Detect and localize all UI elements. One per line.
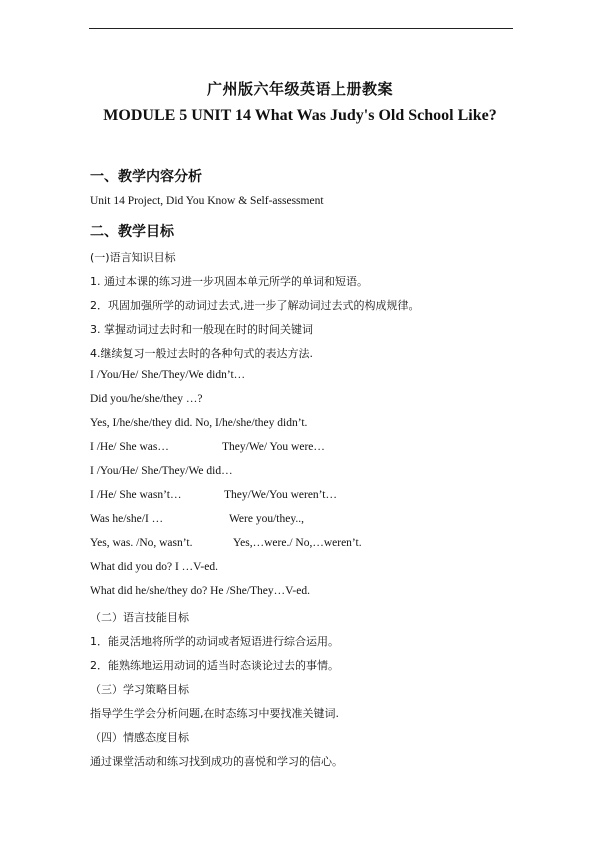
sentence-pattern: What did you do? I …V-ed. xyxy=(90,561,218,573)
header-rule xyxy=(89,28,513,29)
sentence-pattern: I /You/He/ She/They/We didn’t… xyxy=(90,369,246,381)
sentence-pattern: Yes, I/he/she/they did. No, I/he/she/they didn’t. xyxy=(90,417,308,429)
sentence-pattern: What did he/she/they do? He /She/They…V-ed. xyxy=(90,585,310,597)
section-heading-content-analysis: 一、教学内容分析 xyxy=(90,169,202,185)
subsection-label-attitude: （四）情感态度目标 xyxy=(90,731,189,744)
subsection-label-skills: （二）语言技能目标 xyxy=(90,611,189,624)
goal-item: 1. 通过本课的练习进一步巩固本单元所学的单词和短语。 xyxy=(90,275,368,288)
goal-item: 通过课堂活动和练习找到成功的喜悦和学习的信心。 xyxy=(90,755,343,768)
sentence-pattern: I /He/ She was… xyxy=(90,441,169,453)
section-heading-teaching-goals: 二、教学目标 xyxy=(90,224,174,240)
sentence-pattern-secondary: They/We/ You were… xyxy=(222,441,325,453)
goal-item: 2．巩固加强所学的动词过去式,进一步了解动词过去式的构成规律。 xyxy=(90,299,420,312)
sentence-pattern: I /You/He/ She/They/We did… xyxy=(90,465,233,477)
goal-item: 2．能熟练地运用动词的适当时态谈论过去的事情。 xyxy=(90,659,339,672)
goal-item: 指导学生学会分析问题,在时态练习中要找准关键词. xyxy=(90,707,339,720)
goal-item: 1．能灵活地将所学的动词或者短语进行综合运用。 xyxy=(90,635,339,648)
sentence-pattern: Was he/she/I … xyxy=(90,513,164,525)
sentence-pattern: I /He/ She wasn’t… xyxy=(90,489,182,501)
sentence-pattern-secondary: Were you/they.., xyxy=(229,513,304,525)
sentence-pattern: Yes, was. /No, wasn’t. xyxy=(90,537,193,549)
section-content-text: Unit 14 Project, Did You Know & Self-assessment xyxy=(90,195,324,207)
document-title-english: MODULE 5 UNIT 14 What Was Judy's Old School Like? xyxy=(103,107,497,124)
goal-item: 3. 掌握动词过去时和一般现在时的时间关键词 xyxy=(90,323,313,336)
sentence-pattern-secondary: They/We/You weren’t… xyxy=(224,489,337,501)
document-title-chinese: 广州版六年级英语上册教案 xyxy=(206,80,393,98)
sentence-pattern-secondary: Yes,…were./ No,…weren’t. xyxy=(233,537,362,549)
sentence-pattern: Did you/he/she/they …? xyxy=(90,393,203,405)
subsection-label-strategy: （三）学习策略目标 xyxy=(90,683,189,696)
goal-item: 4.继续复习一般过去时的各种句式的表达方法. xyxy=(90,347,313,360)
subsection-label-knowledge: (一)语言知识目标 xyxy=(90,251,176,264)
